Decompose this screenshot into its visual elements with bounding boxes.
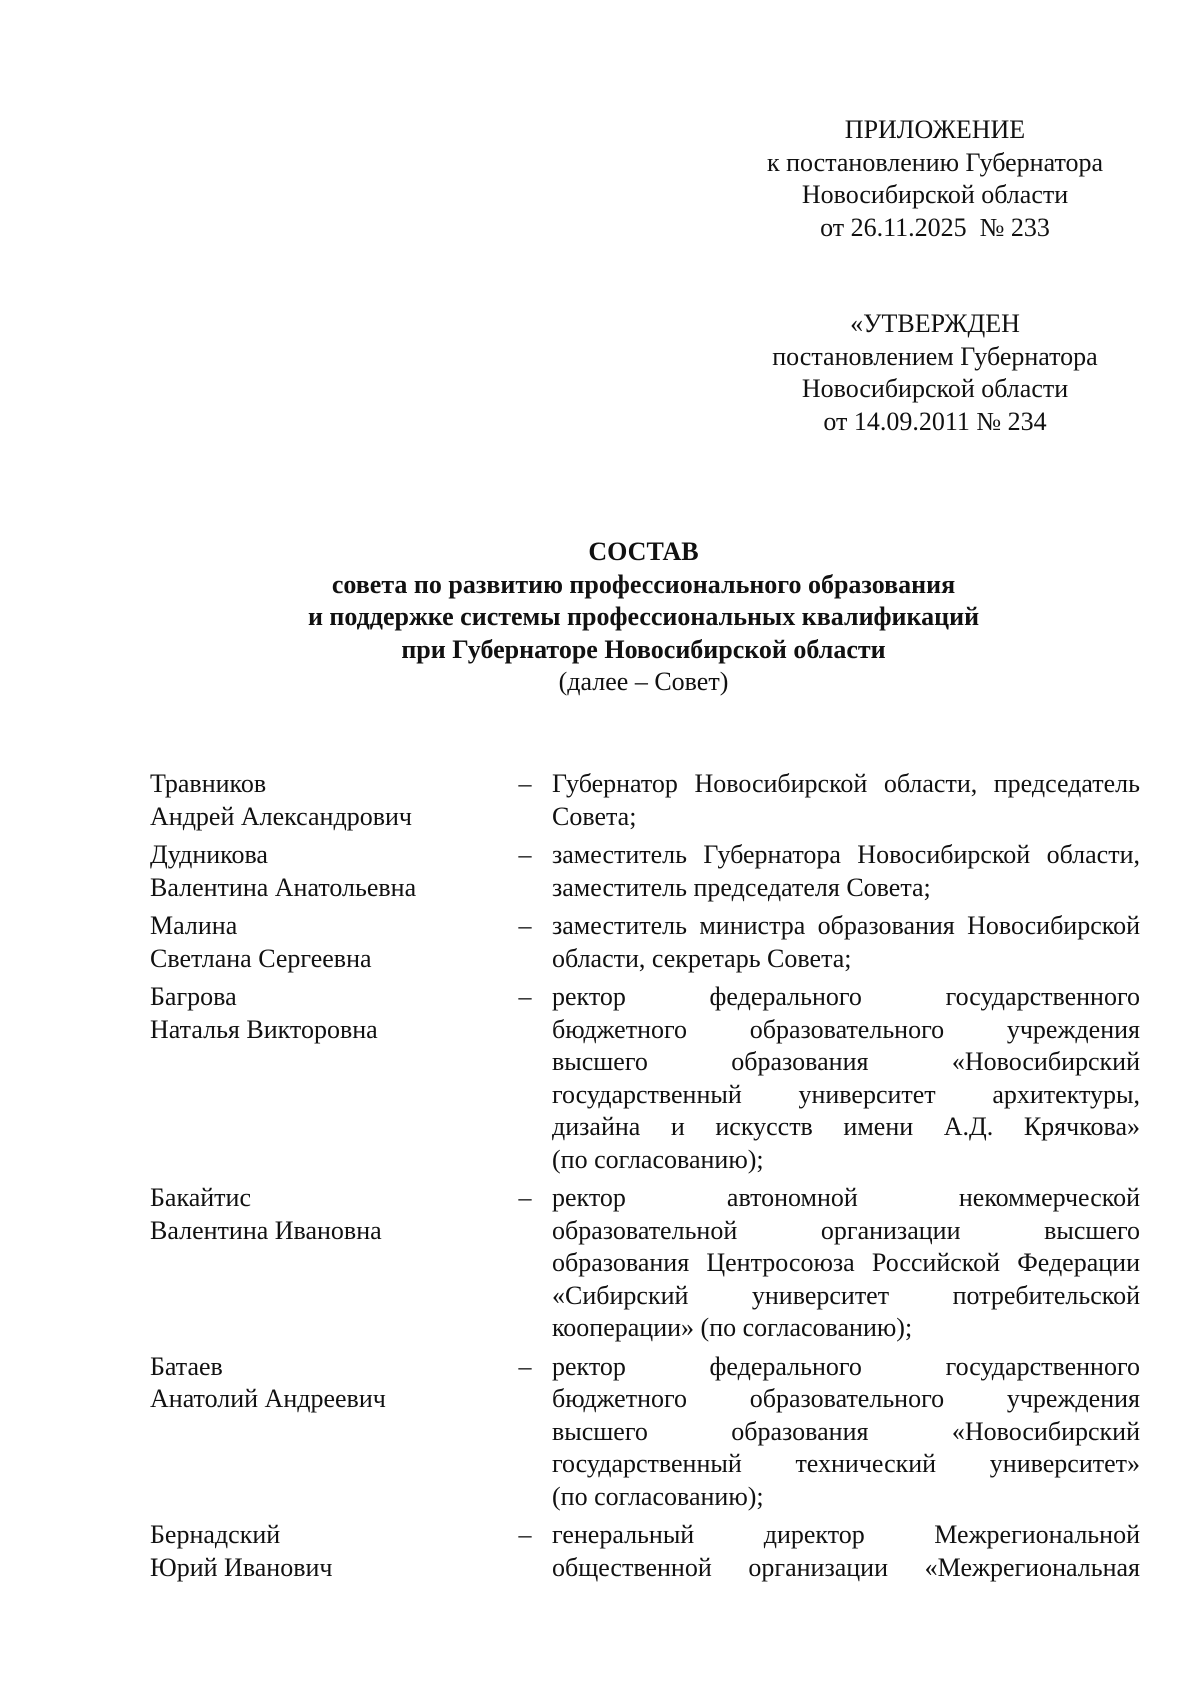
member-given-name: Анатолий Андреевич: [150, 1384, 386, 1413]
member-row: [150, 910, 1140, 975]
member-row: [150, 981, 1140, 1176]
member-surname: Малина: [150, 911, 238, 940]
document-heading: [150, 536, 1137, 699]
approved-line: Новосибирской области: [801, 374, 1069, 403]
member-given-name: Валентина Ивановна: [150, 1215, 382, 1245]
role-line: образования Центросоюза Российской Федерации: [552, 1248, 1140, 1277]
member-row: [150, 1182, 1140, 1345]
role-line: Совета;: [552, 801, 637, 831]
appendix-line: Новосибирской области: [801, 180, 1069, 209]
member-role: [542, 1182, 1140, 1345]
role-line: заместитель Губернатора Новосибирской области,: [552, 840, 1140, 869]
role-line: высшего образования «Новосибирский: [552, 1047, 1140, 1076]
role-line: дизайна и искусств имени А.Д. Крячкова»: [552, 1112, 1140, 1141]
member-given-name: Юрий Иванович: [150, 1552, 333, 1582]
role-line: ректор федерального государственного: [552, 982, 1140, 1011]
member-name: [150, 1351, 490, 1514]
member-name: [150, 1519, 490, 1584]
dash: –: [518, 911, 532, 940]
role-line: бюджетного образовательного учреждения: [552, 1384, 1140, 1413]
member-role: [542, 1519, 1140, 1584]
member-row: [150, 839, 1140, 904]
role-line: кооперации» (по согласованию);: [552, 1313, 913, 1342]
role-line: бюджетного образовательного учреждения: [552, 1014, 1140, 1044]
member-row: [150, 1351, 1140, 1514]
member-name: [150, 910, 490, 975]
member-given-name: Валентина Анатольевна: [150, 872, 417, 902]
member-surname: Багрова: [150, 982, 237, 1011]
appendix-title: ПРИЛОЖЕНИЕ: [844, 115, 1026, 144]
dash: –: [518, 840, 532, 869]
heading-line: при Губернаторе Новосибирской области: [401, 634, 886, 664]
appendix-date-number: от 26.11.2025 № 233: [820, 212, 1050, 242]
heading-note: (далее – Совет): [558, 667, 729, 696]
role-line: государственный университет архитектуры,: [552, 1079, 1140, 1109]
members-list: [150, 768, 1140, 1590]
member-given-name: Наталья Викторовна: [150, 1014, 378, 1044]
member-role: [542, 981, 1140, 1176]
approved-line: постановлением Губернатора: [772, 341, 1098, 371]
heading-line: совета по развитию профессионального образования: [331, 569, 956, 599]
role-line: ректор федерального государственного: [552, 1351, 1140, 1381]
role-line: заместитель председателя Совета;: [552, 872, 931, 902]
dash: –: [518, 1183, 532, 1212]
role-line: высшего образования «Новосибирский: [552, 1416, 1140, 1446]
member-row: [150, 768, 1140, 833]
role-line: образовательной организации высшего: [552, 1215, 1140, 1245]
member-given-name: Андрей Александрович: [150, 801, 412, 831]
member-role: [542, 1351, 1140, 1514]
role-line: (по согласованию);: [552, 1481, 764, 1511]
member-role: [542, 839, 1140, 904]
member-given-name: Светлана Сергеевна: [150, 943, 372, 973]
member-name: [150, 839, 490, 904]
role-line: государственный технический университет»: [552, 1449, 1140, 1478]
heading-line: и поддержке системы профессиональных квалификаций: [307, 602, 980, 631]
approved-stamp: [720, 308, 1150, 438]
dash: –: [518, 1351, 532, 1381]
dash: –: [518, 769, 532, 798]
approved-title: «УТВЕРЖДЕН: [850, 309, 1020, 338]
member-surname: Батаев: [150, 1351, 223, 1381]
member-surname: Дудникова: [150, 840, 268, 869]
role-line: заместитель министра образования Новосибирской: [552, 911, 1140, 940]
role-line: общественной организации «Межрегиональная: [552, 1552, 1140, 1582]
appendix-line: к постановлению Губернатора: [766, 147, 1104, 177]
dash: –: [518, 1520, 532, 1549]
heading-title: СОСТАВ: [588, 537, 699, 566]
role-line: (по согласованию);: [552, 1144, 764, 1174]
member-row: [150, 1519, 1140, 1584]
role-line: генеральный директор Межрегиональной: [552, 1520, 1140, 1549]
appendix-stamp: [720, 114, 1150, 244]
member-surname: Травников: [150, 769, 267, 798]
dash: –: [518, 982, 532, 1011]
role-line: «Сибирский университет потребительской: [552, 1280, 1140, 1310]
member-role: [542, 768, 1140, 833]
role-line: Губернатор Новосибирской области, председатель: [552, 769, 1140, 798]
member-surname: Бернадский: [150, 1520, 281, 1549]
member-surname: Бакайтис: [150, 1183, 251, 1212]
role-line: области, секретарь Совета;: [552, 943, 852, 973]
member-name: [150, 981, 490, 1176]
role-line: ректор автономной некоммерческой: [552, 1183, 1140, 1212]
member-name: [150, 1182, 490, 1345]
member-role: [542, 910, 1140, 975]
approved-date-number: от 14.09.2011 № 234: [823, 406, 1047, 436]
member-name: [150, 768, 490, 833]
